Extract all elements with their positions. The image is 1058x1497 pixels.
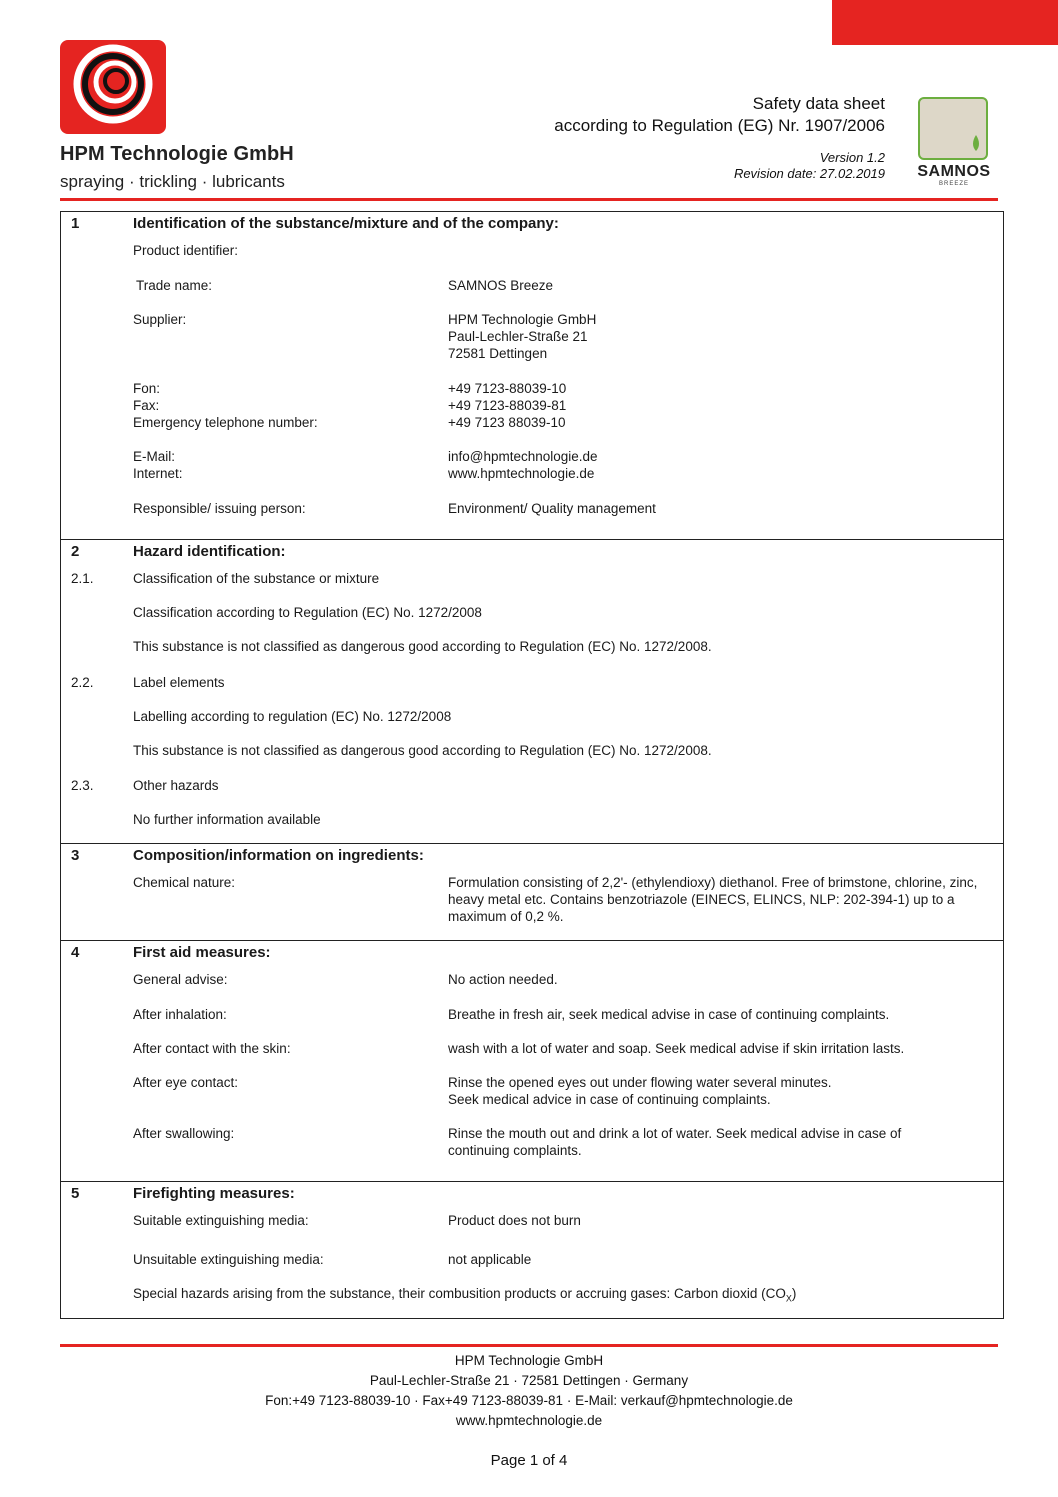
trade-name-value: SAMNOS Breeze [448, 278, 554, 293]
section-3 [61, 843, 1003, 941]
doc-revision-date: Revision date: 27.02.2019 [733, 166, 885, 181]
suitable-media-value: Product does not burn [448, 1213, 581, 1228]
skin-contact-value: wash with a lot of water and soap. Seek medical advise if skin irritation lasts. [448, 1041, 905, 1056]
suitable-media-label: Suitable extinguishing media: [133, 1213, 309, 1228]
subsection-number: 2.3. [71, 778, 94, 793]
classification-text: Classification according to Regulation (EC) No. 1272/2008 [133, 605, 482, 620]
subsection-number: 2.2. [71, 675, 94, 690]
fon-label: Fon: [133, 381, 161, 396]
labelling-text: Labelling according to regulation (EC) No. 1272/2008 [133, 709, 452, 724]
responsible-label: Responsible/ issuing person: [133, 501, 306, 516]
samnos-logo [918, 97, 988, 160]
fax-label: Fax: [133, 398, 160, 413]
unsuitable-media-value: not applicable [448, 1252, 532, 1267]
subsection-title: Label elements [133, 675, 225, 690]
footer-address: Paul-Lechler-Straße 21 · 72581 Dettingen · Germany [369, 1373, 689, 1388]
swallowing-label: After swallowing: [133, 1126, 235, 1141]
section-number: 2 [71, 543, 80, 560]
brand-sub: BREEZE [938, 181, 969, 187]
skin-contact-label: After contact with the skin: [133, 1041, 291, 1056]
internet-value: www.hpmtechnologie.de [448, 466, 595, 481]
subsection-title: Classification of the substance or mixture [133, 571, 380, 586]
footer-contact: Fon:+49 7123-88039-10 · Fax+49 7123-88039-81 · E-Mail: verkauf@hpmtechnologie.de [265, 1393, 793, 1408]
fax-value: +49 7123-88039-81 [448, 398, 567, 413]
supplier-line-3: 72581 Dettingen [448, 346, 548, 361]
section-4 [61, 940, 1003, 1182]
emergency-label: Emergency telephone number: [133, 415, 318, 430]
doc-title: Safety data sheet [752, 94, 885, 113]
classification-note: This substance is not classified as dangerous good according to Regulation (EC) No. 1272/2008. [133, 639, 712, 654]
section-number: 1 [71, 215, 80, 232]
unsuitable-media-label: Unsuitable extinguishing media: [133, 1252, 324, 1267]
trade-name-label: Trade name: [136, 278, 213, 293]
doc-version: Version 1.2 [819, 150, 885, 165]
footer-divider [60, 1344, 998, 1347]
supplier-line-1: HPM Technologie GmbH [448, 312, 597, 327]
general-advise-value: No action needed. [448, 972, 558, 987]
section-number: 5 [71, 1185, 80, 1202]
section-2 [61, 539, 1003, 844]
header-divider [60, 198, 998, 201]
inhalation-label: After inhalation: [133, 1007, 227, 1022]
section-title: Firefighting measures: [133, 1185, 295, 1202]
section-number: 4 [71, 944, 80, 961]
brand-name: SAMNOS [917, 163, 991, 180]
email-label: E-Mail: [133, 449, 176, 464]
company-name: HPM Technologie GmbH [60, 143, 294, 165]
section-title: Composition/information on ingredients: [133, 847, 424, 864]
hpm-logo [60, 40, 166, 134]
section-5 [61, 1181, 1003, 1319]
section-1 [61, 212, 1003, 539]
company-tagline: spraying · trickling · lubricants [60, 172, 285, 191]
fon-value: +49 7123-88039-10 [448, 381, 567, 396]
supplier-label: Supplier: [133, 312, 187, 327]
product-identifier-label: Product identifier: [133, 243, 239, 258]
general-advise-label: General advise: [133, 972, 228, 987]
top-red-bar [832, 0, 1058, 45]
subsection-title: Other hazards [133, 778, 219, 793]
other-hazards-text: No further information available [133, 812, 321, 827]
subsection-number: 2.1. [71, 571, 94, 586]
section-title: Identification of the substance/mixture and of the company: [133, 215, 559, 232]
doc-subtitle: according to Regulation (EG) Nr. 1907/2006 [554, 116, 885, 135]
swallowing-value: Rinse the mouth out and drink a lot of water. Seek medical advise in case of continuing complaints. [448, 1126, 902, 1158]
inhalation-value: Breathe in fresh air, seek medical advise in case of continuing complaints. [448, 1007, 890, 1022]
special-hazards-text: Special hazards arising from the substance, their combusition products or accruing gases: Carbon dioxid $(CO_X)$ [133, 1286, 797, 1304]
section-title: Hazard identification: [133, 543, 286, 560]
eye-contact-value-2: Seek medical advice in case of continuing complaints. [448, 1092, 771, 1107]
emergency-value: +49 7123 88039-10 [448, 415, 566, 430]
section-number: 3 [71, 847, 80, 864]
eye-contact-label: After eye contact: [133, 1075, 239, 1090]
page-number: Page 1 of 4 [490, 1452, 568, 1469]
email-value: info@hpmtechnologie.de [448, 449, 598, 464]
eye-contact-value-1: Rinse the opened eyes out under flowing water several minutes. [448, 1075, 832, 1090]
section-title: First aid measures: [133, 944, 271, 961]
supplier-line-2: Paul-Lechler-Straße 21 [448, 329, 588, 344]
labelling-note: This substance is not classified as dangerous good according to Regulation (EC) No. 1272/2008. [133, 743, 712, 758]
sds-table [60, 211, 1004, 1319]
internet-label: Internet: [133, 466, 183, 481]
chemical-nature-label: Chemical nature: [133, 875, 236, 890]
footer-website: www.hpmtechnologie.de [455, 1413, 603, 1428]
chemical-nature-value: Formulation consisting of 2,2'- (ethylendioxy) diethanol. Free of brimstone, chlorine, zinc, heavy metal etc. Contains benzotriazole (EINECS, ELINCS, NLP: 202-394-1) up to a maximum of 0,2 %. [448, 875, 978, 924]
responsible-value: Environment/ Quality management [448, 501, 656, 516]
footer-company: HPM Technologie GmbH [454, 1353, 604, 1368]
